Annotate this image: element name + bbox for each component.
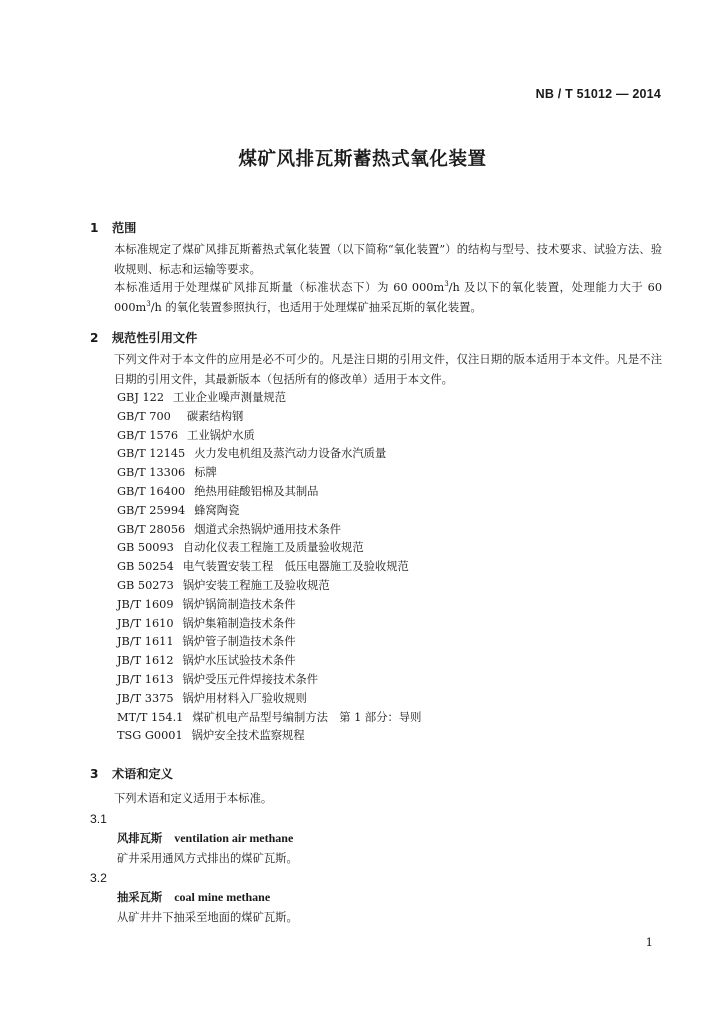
reference-title: 锅炉用材料入厂验收规则 [182,691,307,705]
reference-code: JB/T 1612 [117,654,174,668]
term-entry [117,889,270,905]
reference-item [117,521,421,540]
terms-intro: 下列术语和定义适用于本标准。 [114,792,273,805]
reference-code: JB/T 1610 [117,616,174,630]
scope-paragraph-2: 本标准适用于处理煤矿风排瓦斯量（标准状态下）为 60 $000m^3/h$ 及以下的氧化装置，处理能力大于 60 $000m^3/h$ 的氧化装置参照执行，也适用于处理煤矿抽采瓦斯的氧化装置。 [114,280,663,314]
term-entry [117,830,293,846]
reference-title: 锅炉安装工程施工及验收规范 [182,578,330,592]
reference-title: 锅炉安全技术监察规程 [191,729,305,743]
reference-item [117,652,421,671]
reference-title: 标牌 [194,466,217,480]
reference-item [117,671,421,690]
reference-code: GB 50093 [117,541,174,555]
reference-code: JB/T 1613 [117,672,174,686]
section-3-heading [90,765,173,782]
reference-code: GB/T 12145 [117,447,186,461]
reference-code: TSG G0001 [117,729,183,743]
reference-item [117,615,421,634]
reference-title: 工业锅炉水质 [187,428,255,442]
section-title: 术语和定义 [112,767,173,781]
reference-title: 锅炉集箱制造技术条件 [182,616,296,630]
page-title: 煤矿风排瓦斯蓄热式氧化装置 [238,149,487,170]
term-chinese: 风排瓦斯 [117,832,163,845]
reference-code: JB/T 1611 [117,635,174,649]
scope-paragraph-1: 本标准规定了煤矿风排瓦斯蓄热式氧化装置（以下简称“氧化装置”）的结构与型号、技术要求、试验方法、验收规则、标志和运输等要求。 [114,243,662,276]
reference-list [117,389,421,746]
reference-code: GB/T 700 [117,409,171,423]
reference-code: JB/T 3375 [117,691,174,705]
reference-title: 电气装置安装工程 低压电器施工及验收规范 [182,560,409,574]
term-number: 3.2 [90,871,107,885]
section-1-heading [90,219,136,236]
references-intro: 下列文件对于本文件的应用是必不可少的。凡是注日期的引用文件，仅注日期的版本适用于本文件。凡是不注日期的引用文件，其最新版本（包括所有的修改单）适用于本文件。 [114,353,662,386]
reference-item [117,539,421,558]
reference-code: GB 50273 [117,578,174,592]
reference-code: GB/T 16400 [117,484,186,498]
reference-item [117,709,421,728]
reference-title: 锅炉锅筒制造技术条件 [182,597,296,611]
reference-code: GB 50254 [117,560,174,574]
section-title: 规范性引用文件 [112,331,198,345]
reference-item [117,633,421,652]
reference-code: GB/T 13306 [117,466,186,480]
term-english: coal mine methane [174,890,271,904]
reference-item [117,483,421,502]
reference-item [117,408,421,427]
reference-title: 火力发电机组及蒸汽动力设备水汽质量 [194,447,387,461]
reference-item [117,558,421,577]
term-chinese: 抽采瓦斯 [117,891,163,904]
reference-title: 自动化仪表工程施工及质量验收规范 [182,541,364,555]
reference-title: 工业企业噪声测量规范 [173,391,286,404]
reference-item [117,502,421,521]
reference-code: GB/T 28056 [117,522,186,536]
reference-item [117,690,421,709]
reference-item [117,464,421,483]
section-title: 范围 [112,221,137,235]
reference-title: 锅炉管子制造技术条件 [182,635,296,649]
reference-item [117,596,421,615]
reference-title: 锅炉水压试验技术条件 [182,654,296,668]
reference-item [117,427,421,446]
reference-title: 绝热用硅酸铝棉及其制品 [194,484,319,498]
reference-code: MT/T 154.1 [117,710,184,724]
section-2-heading [90,329,197,346]
section-number: 3 [90,767,99,781]
reference-title: 蜂窝陶瓷 [194,503,240,517]
term-definition: 从矿井井下抽采至地面的煤矿瓦斯。 [117,911,298,924]
term-definition: 矿井采用通风方式排出的煤矿瓦斯。 [117,852,298,865]
reference-code: GB/T 1576 [117,428,179,442]
reference-item [117,389,421,408]
reference-code: JB/T 1609 [117,597,174,611]
reference-item [117,577,421,596]
standard-number: NB / T 51012 — 2014 [535,87,661,101]
reference-code: GBJ 122 [117,391,165,404]
reference-code: GB/T 25994 [117,503,186,517]
page-number: 1 [645,935,653,949]
reference-title: 烟道式余热锅炉通用技术条件 [194,522,342,536]
reference-item [117,445,421,464]
reference-title: 煤矿机电产品型号编制方法 第 1 部分：导则 [192,710,422,724]
reference-title: 锅炉受压元件焊接技术条件 [182,672,319,686]
term-number: 3.1 [90,812,107,826]
term-english: ventilation air methane [174,831,294,845]
section-number: 1 [90,221,99,235]
reference-item [117,727,421,746]
section-number: 2 [90,331,99,345]
reference-title: 碳素结构钢 [186,409,244,423]
